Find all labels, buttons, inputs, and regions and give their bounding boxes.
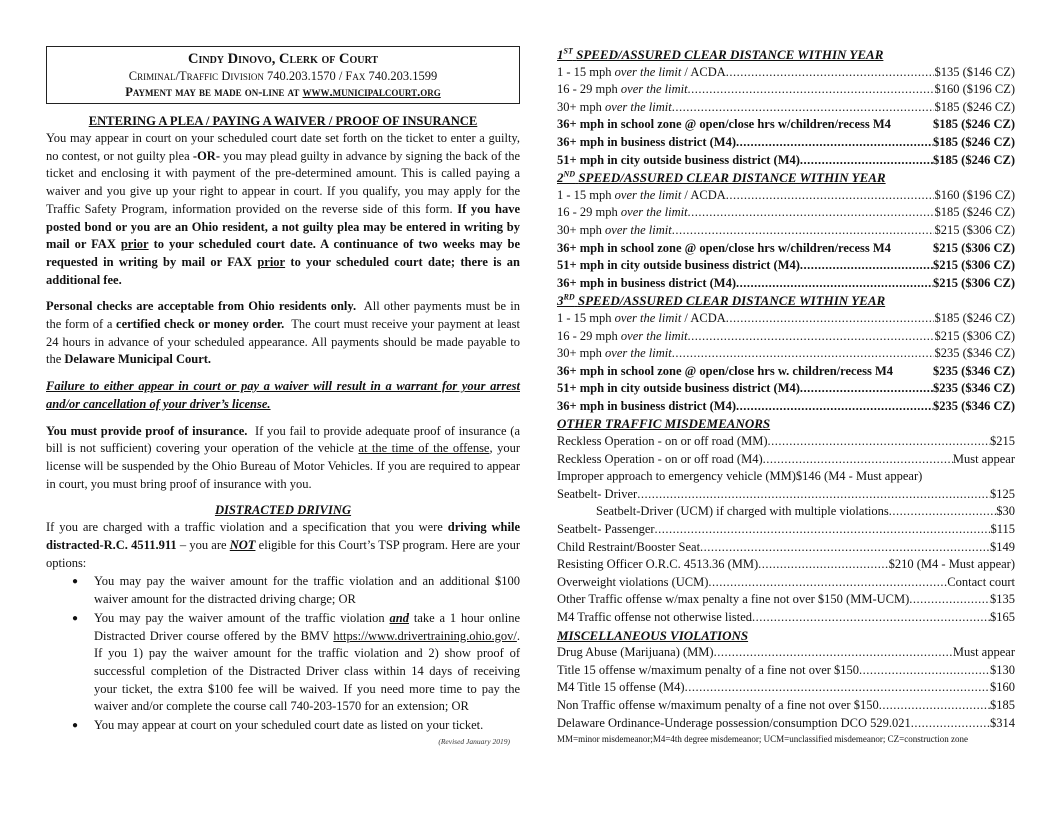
speed2-fee-row [557, 187, 1015, 205]
fee-label-suffix: / ACDA [681, 187, 726, 202]
payment-prefix: Payment may be made on-line at [125, 85, 300, 99]
left-column [46, 46, 520, 747]
clerk-title: Cindy Dinovo, Clerk of Court [187, 51, 379, 67]
speed1-fee-row [557, 116, 1015, 134]
fee-label-italic: over the limit [620, 82, 688, 97]
other-fee-row [557, 591, 1015, 609]
fee-amount: $130 [990, 662, 1015, 677]
fee-amount: $30 [996, 504, 1015, 519]
drivertraining-link[interactable]: https://www.drivertraining.ohio.gov/ [333, 628, 517, 643]
insurance-text-a: If you fail to provide adequate proof of insurance (a bill is not sufficient) covering your operation of the vehicle [46, 423, 521, 456]
plea-bold-c: to your scheduled court date; there is an additional fee. [46, 254, 521, 287]
fee-label [557, 257, 800, 275]
fee-amount: $149 [990, 539, 1015, 554]
plea-text-b: you may plead guilty in advance by signing the back of the ticket and enclosing it with payment of the pre-determined amount. This is called paying a waiver and you give up your right to appear in court. If you qualify, you may apply for the Traffic Safety Program, information provided on the reverse side of this form. [46, 148, 521, 216]
fee-label [557, 275, 736, 293]
fee-label: Seatbelt- Driver [557, 486, 638, 501]
fee-label [557, 310, 726, 328]
fee-label: Overweight violations (UCM) [557, 574, 709, 589]
insurance-paragraph [46, 423, 520, 494]
dot-leader [672, 222, 935, 240]
plea-prior-1: prior [120, 237, 149, 252]
distracted-text-b: – you are [179, 538, 227, 553]
other-fee-row [557, 468, 1015, 486]
fee-label-italic: over the limit [605, 99, 672, 114]
speed1-heading [557, 46, 1015, 64]
dot-leader [763, 451, 953, 469]
misc-fee-row [557, 697, 1015, 715]
other-fee-row [557, 486, 1015, 504]
dot-leader [726, 64, 935, 82]
ordinal-number: 2 [557, 170, 564, 186]
fee-amount: $160 ($196 CZ) [934, 82, 1015, 97]
dot-leader [736, 275, 933, 293]
plea-paragraph [46, 130, 520, 289]
fee-label [557, 99, 672, 117]
dot-leader [859, 662, 990, 680]
fee-amount: $235 ($346 CZ) [933, 363, 1015, 378]
dot-leader [685, 679, 990, 697]
plea-or: -OR- [192, 148, 220, 163]
dot-leader [879, 697, 990, 715]
fee-label-text: 51+ mph in city outside business district (M4) [557, 152, 800, 167]
fee-label: Child Restraint/Booster Seat [557, 539, 701, 554]
fee-label-italic: over the limit [605, 346, 672, 361]
abbreviation-footnote: MM=minor misdemeanor;M4=4th degree misdemeanor; UCM=unclassified misdemeanor; CZ=construction zone [557, 734, 968, 745]
fee-label-text: 30+ mph [557, 222, 606, 237]
ordinal-number: 3 [557, 293, 564, 309]
fee-label [557, 81, 688, 99]
fee-label: Seatbelt- Passenger [557, 522, 655, 537]
fee-label: M4 Traffic offense not otherwise listed [557, 610, 753, 624]
speed1-fee-row [557, 152, 1015, 170]
option-2-text-a: You may pay the waiver amount of the traffic violation [94, 610, 385, 625]
dot-leader [688, 328, 935, 346]
fee-label [557, 134, 736, 152]
speed2-heading [557, 169, 1015, 187]
speed1-fee-row [557, 99, 1015, 117]
distracted-statute: driving while distracted-R.C. 4511.911 [46, 520, 521, 553]
dot-leader [726, 187, 935, 205]
dot-leader [911, 715, 990, 733]
fee-amount: Contact court [947, 574, 1015, 589]
fee-amount: $165 [990, 610, 1015, 624]
bullet-icon: ● [72, 720, 79, 732]
distracted-not: NOT [229, 538, 256, 553]
fee-label: Reckless Operation - on or off road (M4) [557, 451, 763, 466]
option-2-and: and [389, 610, 409, 625]
fee-amount: $215 ($306 CZ) [933, 258, 1015, 273]
fee-label: Title 15 offense w/maximum penalty of a fine not over $150 [557, 662, 860, 677]
dot-leader [708, 574, 947, 592]
misc-fee-row [557, 679, 1015, 697]
dot-leader [800, 152, 933, 170]
fee-label-text: 30+ mph [557, 99, 606, 114]
fee-label-italic: over the limit [614, 64, 682, 79]
fee-label [557, 204, 688, 222]
fee-amount: Must appear [952, 451, 1015, 466]
fee-amount: $235 ($346 CZ) [933, 398, 1015, 413]
dot-leader [909, 591, 990, 609]
payment-paragraph [46, 298, 520, 369]
fee-label-text: 36+ mph in business district (M4) [557, 398, 737, 413]
payment-online-line [51, 84, 515, 100]
speed3-fee-row [557, 380, 1015, 398]
fee-label: Resisting Officer O.R.C. 4513.36 (MM) [557, 557, 759, 572]
fee-label [557, 222, 672, 240]
dot-leader [758, 556, 888, 574]
fee-label: Drug Abuse (Marijuana) (MM) [557, 645, 714, 660]
fee-label [557, 152, 800, 170]
other-fee-row [557, 503, 1015, 521]
fee-label [557, 328, 688, 346]
ordinal-suffix: ND [563, 169, 576, 179]
ordinal-suffix: ST [563, 46, 573, 56]
other-fee-row [557, 574, 1015, 592]
fee-amount: $215 ($306 CZ) [933, 240, 1015, 255]
fee-label-text: 36+ mph in business district (M4) [557, 275, 737, 290]
fee-label-text: 36+ mph in school zone @ open/close hrs w/children/recess M4 [557, 240, 891, 255]
other-fee-row [557, 433, 1015, 451]
other-heading: OTHER TRAFFIC MISDEMEANORS [557, 416, 771, 432]
fee-label-text: 1 - 15 mph [557, 64, 615, 79]
ordinal-suffix: RD [563, 292, 575, 302]
distracted-text-c: eligible for this Court’s TSP program. Here are your options: [46, 538, 521, 570]
fee-amount: $125 [990, 486, 1015, 501]
fee-amount: $235 ($346 CZ) [934, 346, 1015, 361]
warrant-warning: Failure to either appear in court or pay a waiver will result in a warrant for your arrest and/or cancellation of your driver’s license. [46, 379, 520, 411]
speed3-fee-row [557, 310, 1015, 328]
dot-leader [637, 486, 990, 504]
speed3-fee-row [557, 398, 1015, 416]
fee-label [557, 240, 933, 258]
fee-label-text: 36+ mph in school zone @ open/close hrs w. children/recess M4 [557, 363, 893, 378]
fee-label [557, 380, 800, 398]
plea-prior-2: prior [257, 254, 286, 269]
fee-label: Delaware Ordinance-Underage possession/consumption DCO 529.021 [557, 715, 911, 730]
fee-label-text: 16 - 29 mph [557, 82, 621, 97]
fee-amount: $135 [990, 592, 1015, 607]
dot-leader [767, 433, 990, 451]
speed2-fee-row [557, 204, 1015, 222]
fee-label: Reckless Operation - on or off road (MM) [557, 434, 768, 449]
fee-label [557, 363, 933, 381]
option-2-text-b: take a 1 hour online Distracted Driver course offered by the BMV [94, 610, 521, 643]
fee-label-text: 16 - 29 mph [557, 205, 621, 220]
bullet-icon: ● [72, 612, 79, 624]
fee-label [557, 345, 672, 363]
fee-label-italic: over the limit [605, 222, 672, 237]
misc-heading: MISCELLANEOUS VIOLATIONS [557, 627, 749, 643]
plea-heading: ENTERING A PLEA / PAYING A WAIVER / PROOF OF INSURANCE [88, 114, 478, 128]
fee-label-text: 51+ mph in city outside business district (M4) [557, 381, 800, 396]
fee-label [557, 398, 736, 416]
other-fee-row [557, 539, 1015, 557]
speed3-heading [557, 292, 1015, 310]
fee-label: Seatbelt-Driver (UCM) if charged with multiple violations [596, 504, 889, 519]
fee-amount: $185 ($246 CZ) [934, 99, 1015, 114]
distracted-option-3 [46, 717, 520, 735]
fee-amount: $115 [990, 522, 1015, 537]
other-fee-row [557, 521, 1015, 539]
insurance-bold: You must provide proof of insurance. [46, 423, 248, 438]
dot-leader [655, 521, 991, 539]
plea-text-a: You may appear in court on your scheduled court date set forth on the ticket to enter a guilty, no contest, or not guilty plea [46, 131, 520, 163]
fee-amount: $185 [990, 697, 1015, 712]
distracted-text-a: If you are charged with a traffic violation and a specification that you were [46, 520, 443, 535]
other-fee-row [557, 556, 1015, 574]
bullet-icon: ● [72, 576, 79, 588]
other-fee-row [557, 609, 1015, 627]
distracted-option-2 [46, 610, 520, 716]
fee-label-suffix: / ACDA [681, 64, 726, 79]
speed2-fee-row [557, 222, 1015, 240]
fee-label-suffix: / ACDA [681, 310, 726, 325]
fee-amount: $185 ($246 CZ) [933, 117, 1015, 132]
fee-amount: $215 ($306 CZ) [933, 275, 1015, 290]
fee-label-text: 30+ mph [557, 346, 606, 361]
fee-amount: $135 ($146 CZ) [934, 64, 1015, 79]
fee-amount: $235 ($346 CZ) [933, 381, 1015, 396]
revised-date: (Revised January 2019) [438, 736, 510, 746]
dot-leader [752, 609, 990, 627]
dot-leader [726, 310, 935, 328]
speed3-fee-row [557, 328, 1015, 346]
fee-label [557, 64, 726, 82]
fee-amount: $215 ($306 CZ) [934, 328, 1015, 343]
fee-amount: $185 ($246 CZ) [933, 152, 1015, 167]
speed2-fee-row [557, 275, 1015, 293]
ordinal-number: 1 [557, 47, 564, 62]
fee-amount: $314 [990, 715, 1015, 730]
division-contact: Criminal/Traffic Division 740.203.1570 / Fax 740.203.1599 [128, 69, 438, 83]
dot-leader [672, 99, 935, 117]
court-website-link[interactable]: www.municipalcourt.org [302, 85, 441, 99]
fee-label: Other Traffic offense w/max penalty a fine not over $150 (MM-UCM) [557, 592, 910, 607]
fee-label-italic: over the limit [620, 205, 688, 220]
speed1-fee-row [557, 134, 1015, 152]
fee-amount: $185 ($246 CZ) [933, 134, 1015, 149]
speed3-fee-row [557, 363, 1015, 381]
speed2-fee-row [557, 240, 1015, 258]
fee-label-text: 1 - 15 mph [557, 187, 615, 202]
clerk-header-box [46, 46, 520, 104]
fee-label-italic: over the limit [614, 310, 682, 325]
fee-label-text: 36+ mph in business district (M4) [557, 134, 737, 149]
insurance-time-of-offense: at the time of the offense [358, 441, 490, 456]
insurance-text-b: , your license will be suspended by the Ohio Bureau of Motor Vehicles. If you are required to appear in court, you must bring proof of insurance with you. [46, 441, 520, 491]
fee-amount: $160 ($196 CZ) [934, 187, 1015, 202]
heading-text: SPEED/ASSURED CLEAR DISTANCE WITHIN YEAR [578, 170, 886, 186]
speed1-fee-row [557, 64, 1015, 82]
payment-text-b: The court must receive your payment at least 24 hours in advance of your scheduled appearance. All payments should be made payable to the [46, 317, 520, 367]
fee-label-text: 16 - 29 mph [557, 328, 621, 343]
distracted-options-list [46, 573, 520, 734]
dot-leader [714, 644, 953, 662]
fee-label-italic: over the limit [620, 328, 688, 343]
distracted-paragraph [46, 519, 520, 572]
dot-leader [736, 398, 933, 416]
speed3-fee-row [557, 345, 1015, 363]
fee-label-italic: over the limit [614, 187, 682, 202]
fee-amount: $215 [990, 434, 1015, 449]
dot-leader [889, 503, 996, 521]
fee-amount: $215 ($306 CZ) [934, 222, 1015, 237]
misc-fee-row [557, 715, 1015, 733]
speed2-fee-row [557, 257, 1015, 275]
misc-fee-row [557, 644, 1015, 662]
option-2-text-c: . If you 1) pay the waiver amount for the traffic violation and 2) show proof of successful completion of the Distracted Driver class within 14 days of receiving your ticket, the extra $100 fee will be waived. If you need more time to pay the waiver and/or complete the course call 740-203-1570 for an extension; OR [94, 628, 520, 714]
misc-fee-row [557, 662, 1015, 680]
fee-label: Improper approach to emergency vehicle (MM)$146 (M4 - Must appear) [557, 469, 923, 484]
payable-court: Delaware Municipal Court. [64, 352, 212, 367]
heading-text: SPEED/ASSURED CLEAR DISTANCE WITHIN YEAR [576, 47, 884, 62]
fee-amount: $160 [990, 680, 1015, 695]
other-fee-row [557, 451, 1015, 469]
fee-label-text: 36+ mph in school zone @ open/close hrs w/children/recess M4 [557, 117, 891, 132]
fee-label [557, 187, 726, 205]
speed1-fee-row [557, 81, 1015, 99]
checks-bold: Personal checks are acceptable from Ohio residents only. [46, 299, 357, 314]
fee-label: Non Traffic offense w/maximum penalty of a fine not over $150 [557, 697, 879, 712]
dot-leader [688, 204, 935, 222]
right-column [557, 46, 1015, 745]
fee-label-text: 51+ mph in city outside business district (M4) [557, 258, 800, 273]
dot-leader [700, 539, 990, 557]
dot-leader [800, 257, 933, 275]
distracted-heading: DISTRACTED DRIVING [214, 503, 352, 518]
fee-amount: $185 ($246 CZ) [934, 205, 1015, 220]
dot-leader [688, 81, 935, 99]
dot-leader [672, 345, 935, 363]
fee-amount: $185 ($246 CZ) [934, 310, 1015, 325]
dot-leader [736, 134, 933, 152]
payment-text-a: All other payments must be in the form of a [46, 299, 520, 332]
fee-amount: Must appear [952, 645, 1015, 660]
certified-check-bold: certified check or money order. [116, 317, 285, 332]
fee-label: M4 Title 15 offense (M4) [557, 680, 685, 695]
plea-bold-b: to your scheduled court date. A continuance of two weeks may be requested in writing by mail or FAX [46, 237, 521, 269]
plea-bold-a: If you have posted bond or you are an Ohio resident, a not guilty plea may be entered in writing by mail or FAX [46, 201, 521, 252]
heading-text: SPEED/ASSURED CLEAR DISTANCE WITHIN YEAR [577, 293, 886, 309]
fee-amount: $210 (M4 - Must appear) [888, 557, 1015, 572]
fee-label-text: 1 - 15 mph [557, 310, 615, 325]
dot-leader [800, 380, 933, 398]
option-3-text: You may appear at court on your scheduled court date as listed on your ticket. [94, 718, 484, 733]
option-1-text: You may pay the waiver amount for the traffic violation and an additional $100 waiver amount for the distracted driving charge; OR [94, 574, 520, 607]
distracted-option-1 [46, 573, 520, 608]
fee-label [557, 116, 933, 134]
